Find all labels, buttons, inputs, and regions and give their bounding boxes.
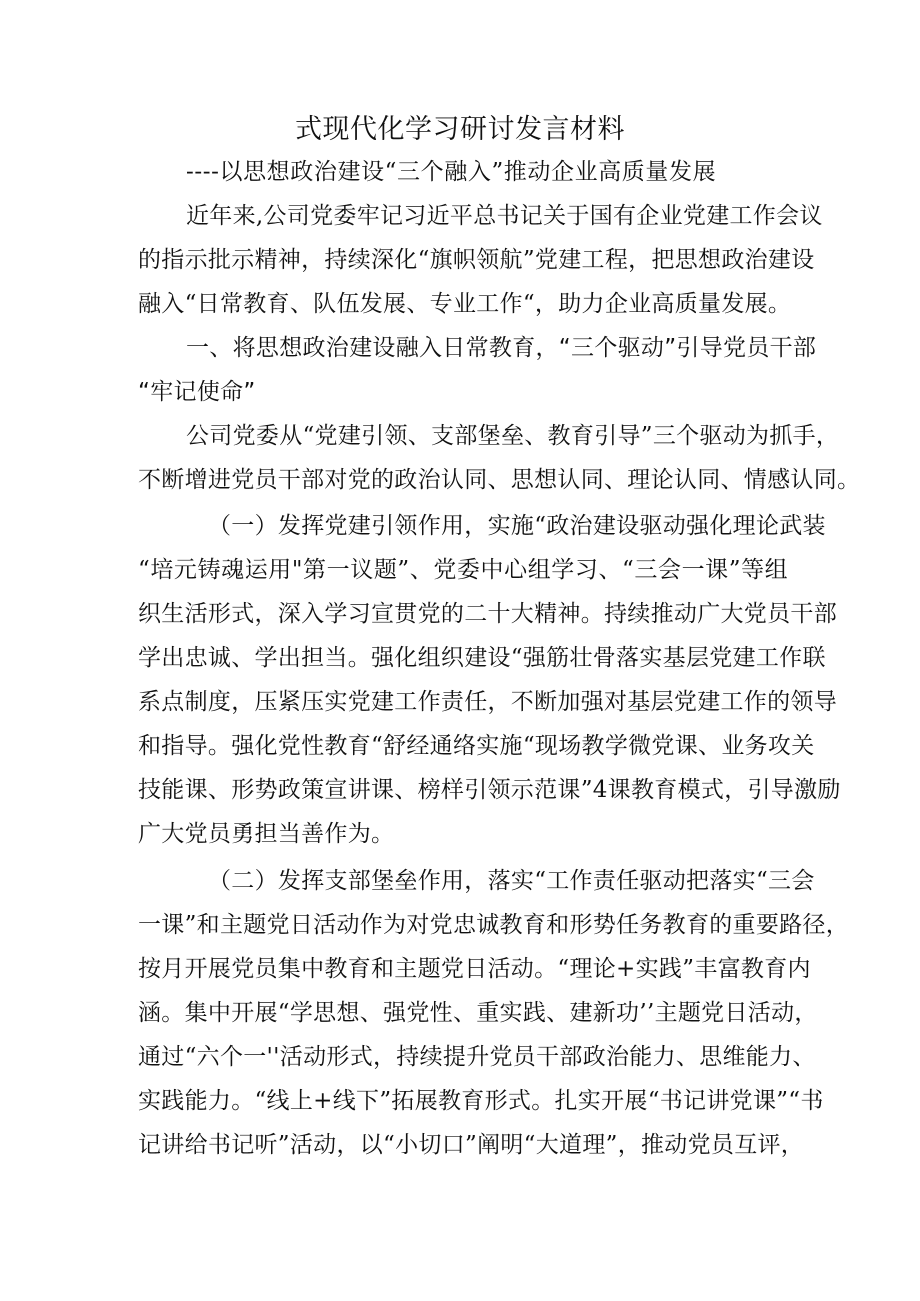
paragraph-line: 技能课、形势政策宣讲课、榜样引领示范课”4课教育模式，引导激励 [138, 777, 841, 803]
paragraph-line: 记讲给书记听”活动，以“小切口”阐明“大道理”，推动党员互评， [138, 1132, 805, 1158]
paragraph-line: 学出忠诚、学出担当。强化组织建设“强筋壮骨落实基层党建工作联 [138, 645, 826, 671]
paragraph-line: 广大党员勇担当善作为。 [138, 821, 395, 847]
paragraph-line: 涵。集中开展“学思想、强党性、重实践、建新功’’主题党日活动， [138, 1000, 818, 1026]
paragraph-line: 和指导。强化党性教育“舒经通络实施“现场教学微党课、业务攻关 [138, 733, 815, 759]
paragraph-line: 一课”和主题党日活动作为对党忠诚教育和形势任务教育的重要路径， [138, 912, 850, 938]
paragraph-line: 的指示批示精神，持续深化“旗帜领航”党建工程，把思想政治建设 [138, 247, 815, 273]
paragraph-line: （一）发挥党建引领作用，实施“政治建设驱动强化理论武装 [208, 513, 826, 539]
paragraph-line: “培元铸魂运用"第一议题”、党委中心组学习、“三会一课”等组 [138, 557, 788, 583]
paragraph-line: （二）发挥支部堡垒作用，落实“工作责任驱动把落实“三会 [208, 868, 815, 894]
paragraph-line: 不断增进党员干部对党的政治认同、思想认同、理论认同、情感认同。 [138, 467, 861, 493]
paragraph-line: 近年来,公司党委牢记习近平总书记关于国有企业党建工作会议 [186, 203, 823, 229]
section-heading: “牢记使命” [138, 379, 256, 405]
paragraph-line: 系点制度，压紧压实党建工作责任，不断加强对基层党建工作的领导 [138, 689, 837, 715]
section-heading: 一、将思想政治建设融入日常教育，“三个驱动”引导党员干部 [186, 335, 817, 361]
paragraph-line: 融入“日常教育、队伍发展、专业工作“，助力企业高质量发展。 [138, 291, 792, 317]
paragraph-line: 按月开展党员集中教育和主题党日活动。“理论+实践”丰富教育内 [138, 956, 811, 982]
paragraph-line: 实践能力。“线上+线下”拓展教育形式。扎实开展“书记讲党课”“书 [138, 1088, 824, 1114]
document-title: 式现代化学习研讨发言材料 [295, 114, 625, 145]
paragraph-line: 公司党委从“党建引领、支部堡垒、教育引导”三个驱动为抓手， [186, 423, 840, 449]
paragraph-line: 通过“六个一''活动形式，持续提升党员干部政治能力、思维能力、 [138, 1044, 816, 1070]
document-subtitle: ----以思想政治建设“三个融入”推动企业高质量发展 [186, 159, 717, 185]
paragraph-line: 织生活形式，深入学习宣贯党的二十大精神。持续推动广大党员干部 [138, 601, 837, 627]
